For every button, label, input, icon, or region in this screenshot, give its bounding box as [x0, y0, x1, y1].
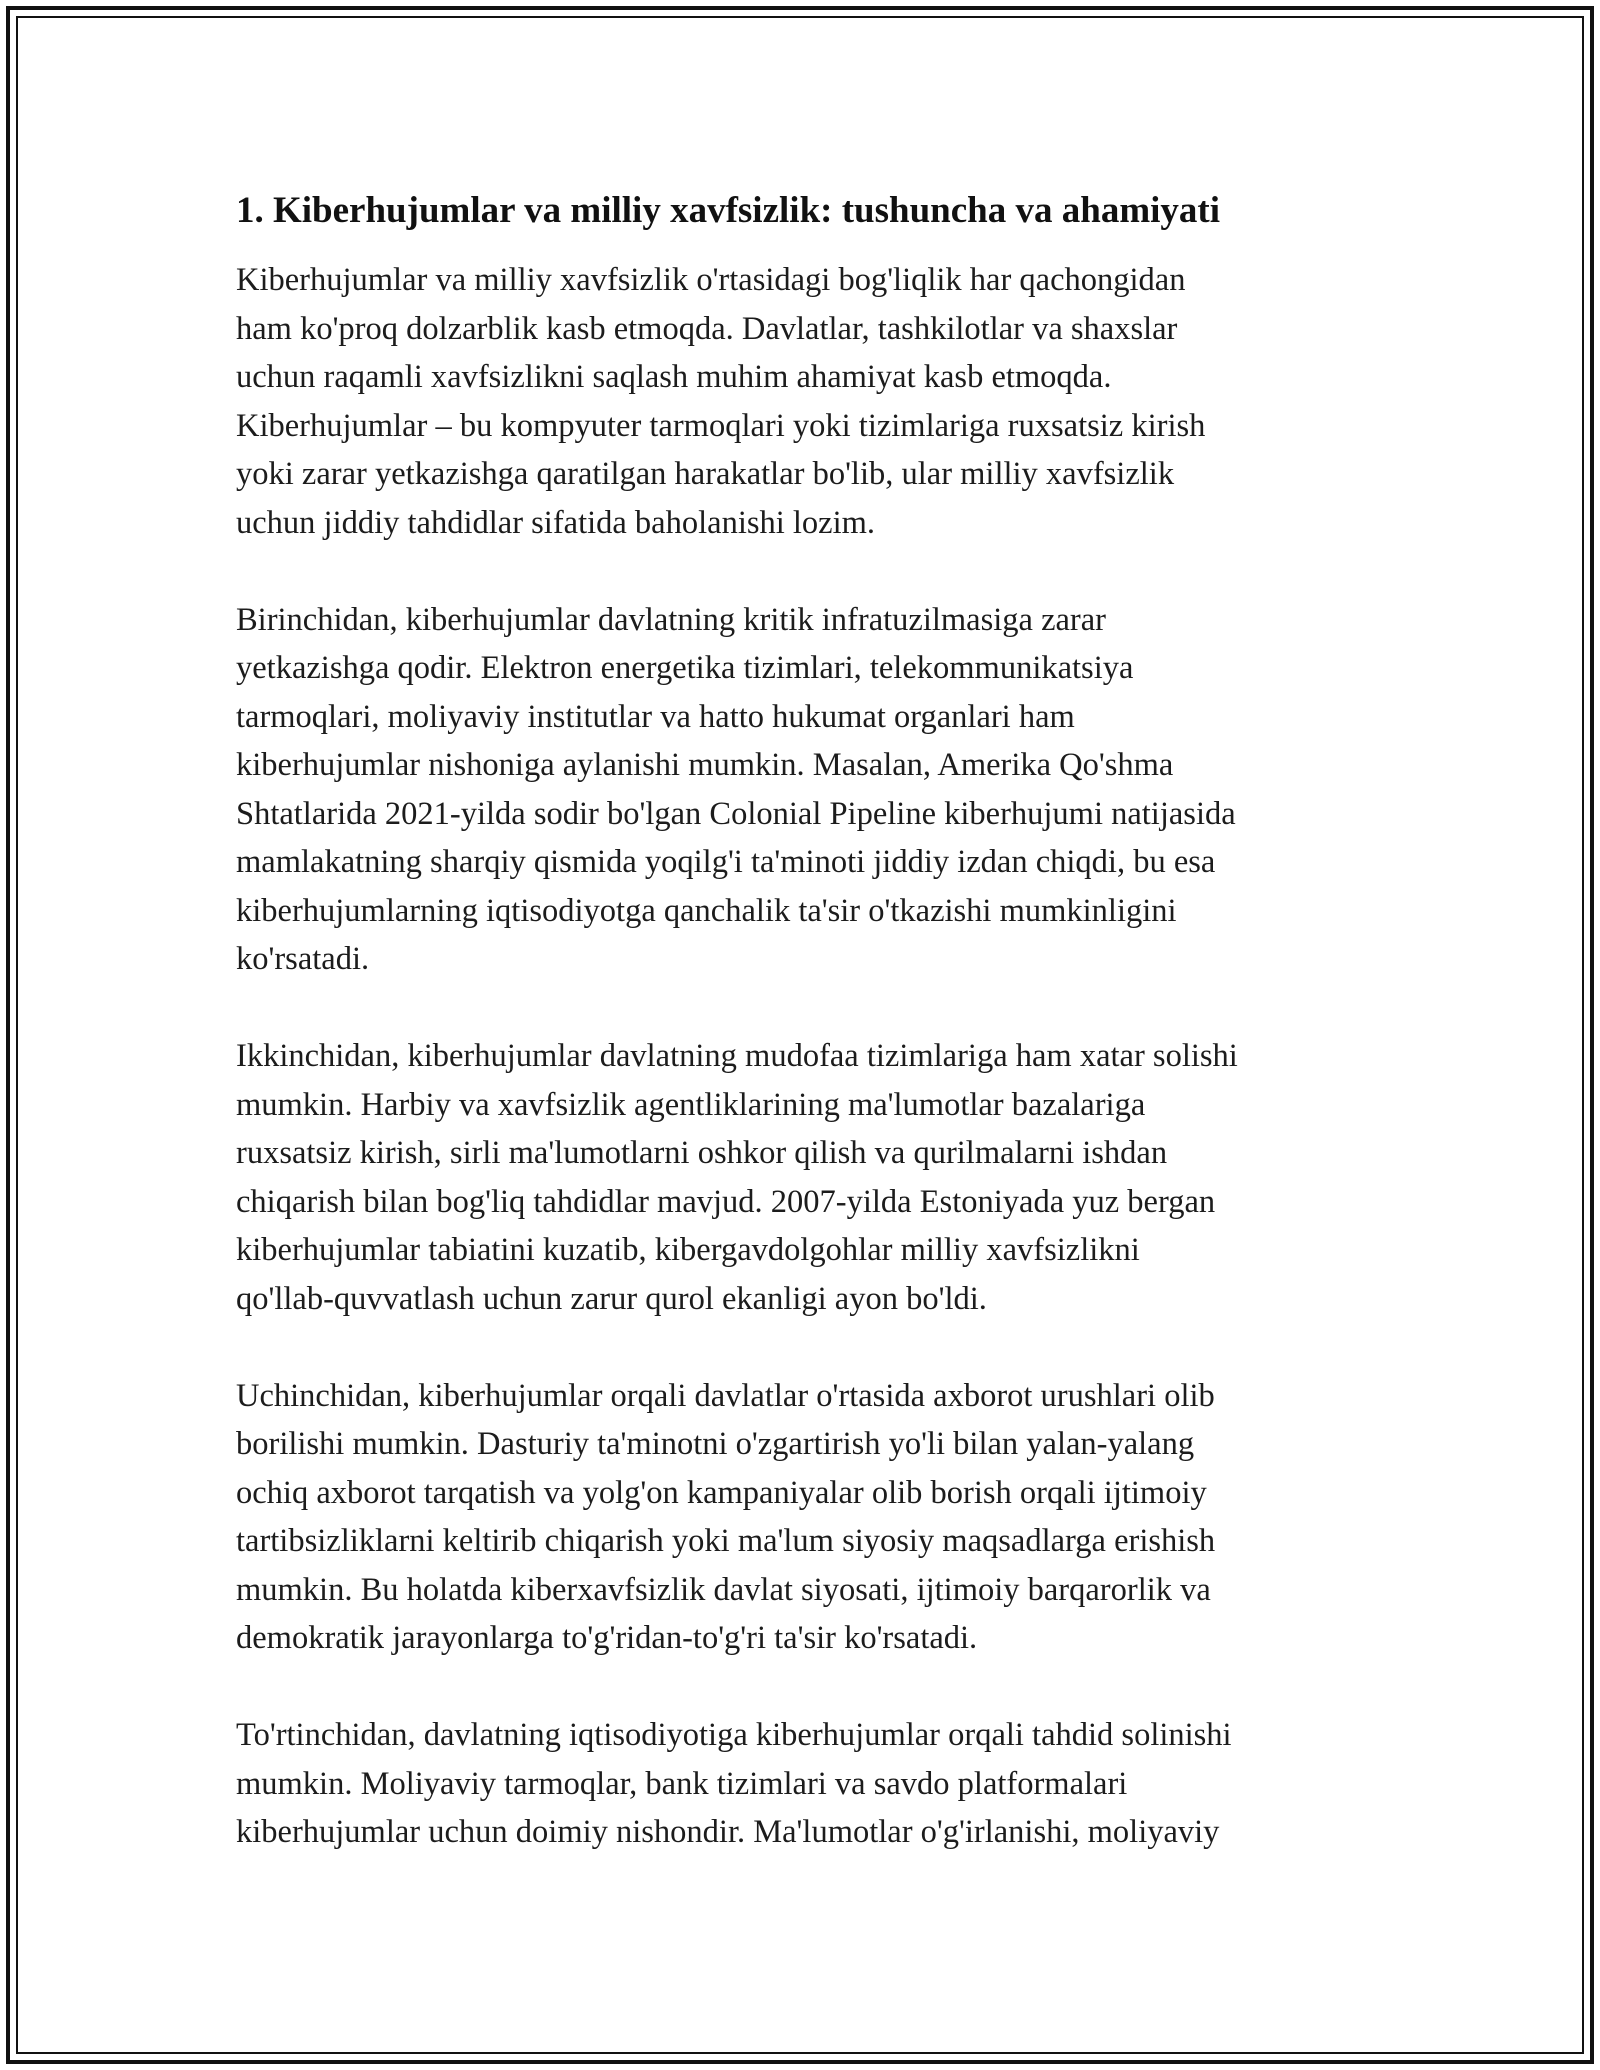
text-line: To'rtinchidan, davlatning iqtisodiyotiga kiberhujumlar orqali tahdid solinishi: [236, 1717, 1232, 1753]
text-line: Kiberhujumlar va milliy xavfsizlik o'rtasidagi bog'liqlik har qachongidan: [236, 262, 1186, 298]
text-line: uchun raqamli xavfsizlikni saqlash muhim ahamiyat kasb etmoqda.: [236, 359, 1112, 395]
text-line: Uchinchidan, kiberhujumlar orqali davlatlar o'rtasida axborot urushlari olib: [236, 1377, 1215, 1414]
paragraph-intro: [236, 256, 1376, 547]
paragraph-third: [236, 1372, 1376, 1663]
text-line: mamlakatning sharqiy qismida yoqilg'i ta'minoti jiddiy izdan chiqdi, bu esa: [236, 844, 1216, 880]
text-line: ochiq axborot tarqatish va yolg'on kampaniyalar olib borish orqali ijtimoiy: [236, 1474, 1207, 1511]
text-line: Kiberhujumlar – bu kompyuter tarmoqlari yoki tizimlariga ruxsatsiz kirish: [236, 407, 1206, 444]
text-line: Ikkinchidan, kiberhujumlar davlatning mudofaa tizimlariga ham xatar solishi: [236, 1038, 1238, 1074]
text-line: tartibsizliklarni keltirib chiqarish yoki ma'lum siyosiy maqsadlarga erishish: [236, 1523, 1216, 1559]
text-line: mumkin. Moliyaviy tarmoqlar, bank tizimlari va savdo platformalari: [236, 1765, 1128, 1802]
text-line: yetkazishga qodir. Elektron energetika tizimlari, telekommunikatsiya: [236, 650, 1134, 686]
document-body: [236, 188, 1376, 1857]
text-line: kiberhujumlar nishoniga aylanishi mumkin. Masalan, Amerika Qo'shma: [236, 747, 1174, 783]
text-line: mumkin. Harbiy va xavfsizlik agentliklarining ma'lumotlar bazalariga: [236, 1086, 1146, 1123]
text-line: mumkin. Bu holatda kiberxavfsizlik davlat siyosati, ijtimoiy barqarorlik va: [236, 1571, 1211, 1608]
text-line: demokratik jarayonlarga to'g'ridan-to'g'ri ta'sir ko'rsatadi.: [236, 1620, 978, 1656]
text-line: ko'rsatadi.: [236, 941, 370, 977]
text-line: qo'llab-quvvatlash uchun zarur qurol ekanligi ayon bo'ldi.: [236, 1280, 987, 1317]
text-line: chiqarish bilan bog'liq tahdidlar mavjud. 2007-yilda Estoniyada yuz bergan: [236, 1183, 1216, 1220]
text-line: yoki zarar yetkazishga qaratilgan harakatlar bo'lib, ular milliy xavfsizlik: [236, 456, 1175, 492]
section-heading: 1. Kiberhujumlar va milliy xavfsizlik: tushuncha va ahamiyati: [236, 190, 1221, 231]
paragraph-second: [236, 1032, 1376, 1323]
text-line: uchun jiddiy tahdidlar sifatida baholanishi lozim.: [236, 504, 876, 541]
text-line: tarmoqlari, moliyaviy institutlar va hatto hukumat organlari ham: [236, 698, 1075, 735]
text-line: kiberhujumlar uchun doimiy nishondir. Ma'lumotlar o'g'irlanishi, moliyaviy: [236, 1814, 1220, 1850]
text-line: Shtatlarida 2021-yilda sodir bo'lgan Colonial Pipeline kiberhujumi natijasida: [236, 795, 1236, 832]
text-line: borilishi mumkin. Dasturiy ta'minotni o'zgartirish yo'li bilan yalan-yalang: [236, 1426, 1195, 1462]
text-line: kiberhujumlar tabiatini kuzatib, kibergavdolgohlar milliy xavfsizlikni: [236, 1232, 1140, 1268]
text-line: ham ko'proq dolzarblik kasb etmoqda. Davlatlar, tashkilotlar va shaxslar: [236, 310, 1178, 347]
text-line: kiberhujumlarning iqtisodiyotga qanchalik ta'sir o'tkazishi mumkinligini: [236, 892, 1177, 929]
text-line: Birinchidan, kiberhujumlar davlatning kritik infratuzilmasiga zarar: [236, 601, 1106, 638]
paragraph-first: [236, 596, 1376, 984]
text-line: ruxsatsiz kirish, sirli ma'lumotlarni oshkor qilish va qurilmalarni ishdan: [236, 1135, 1168, 1171]
paragraph-fourth: [236, 1711, 1376, 1857]
